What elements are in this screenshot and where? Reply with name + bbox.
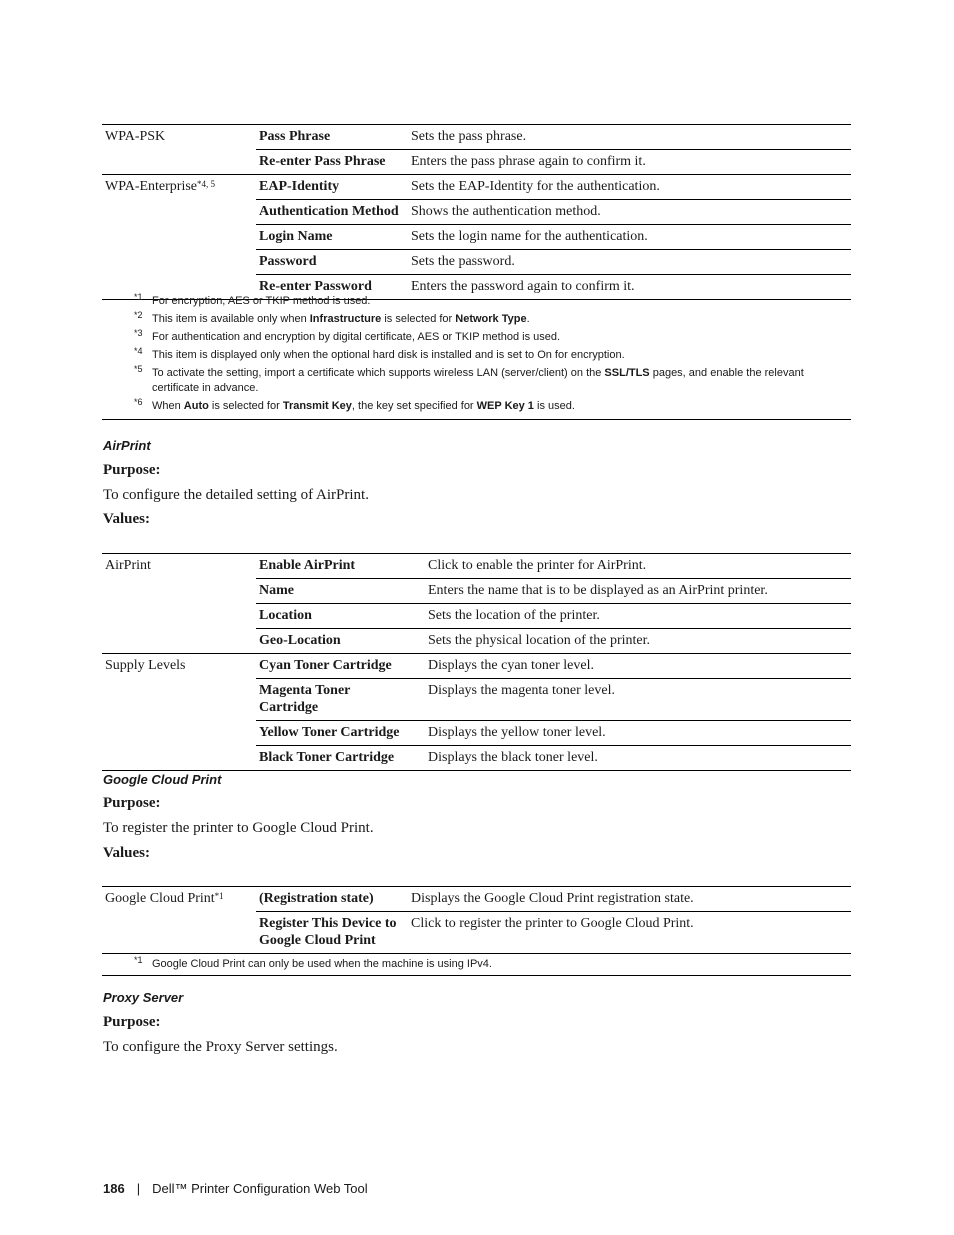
table-row bbox=[102, 604, 851, 629]
item-cell: (Registration state) bbox=[256, 887, 408, 912]
item-cell: Authentication Method bbox=[256, 200, 408, 225]
table-row bbox=[102, 887, 851, 912]
wireless-footnotes bbox=[102, 294, 851, 420]
desc-cell: Enters the password again to confirm it. bbox=[408, 275, 851, 300]
airprint-table bbox=[102, 553, 851, 771]
group-cell: WPA-PSK bbox=[102, 125, 256, 150]
desc-cell: Sets the EAP-Identity for the authentication. bbox=[408, 175, 851, 200]
item-cell: EAP-Identity bbox=[256, 175, 408, 200]
table-row bbox=[102, 250, 851, 275]
gcp-values-label: Values: bbox=[103, 845, 150, 861]
gcp-heading: Google Cloud Print bbox=[103, 772, 222, 787]
footnote: *1 Google Cloud Print can only be used when the machine is using IPv4. bbox=[134, 955, 492, 970]
table-row bbox=[102, 721, 851, 746]
footnote: *6 When Auto is selected for Transmit Key, the key set specified for WEP Key 1 is used. bbox=[134, 397, 575, 412]
footnote: *3 For authentication and encryption by digital certificate, AES or TKIP method is used. bbox=[134, 328, 561, 343]
footnote-mark: *3 bbox=[134, 328, 143, 338]
desc-cell: Sets the password. bbox=[408, 250, 851, 275]
item-cell: Re-enter Password bbox=[256, 275, 408, 300]
desc-cell: Displays the Google Cloud Print registration state. bbox=[408, 887, 851, 912]
item-cell: Location bbox=[256, 604, 425, 629]
item-cell: Magenta Toner Cartridge bbox=[256, 679, 425, 721]
footnote-ref: *4, 5 bbox=[197, 179, 216, 189]
group-cell: WPA-Enterprise$^{*4, 5}$ bbox=[102, 175, 256, 200]
table-row bbox=[102, 200, 851, 225]
item-cell: Login Name bbox=[256, 225, 408, 250]
proxy-heading: Proxy Server bbox=[103, 990, 184, 1005]
item-cell: Geo-Location bbox=[256, 629, 425, 654]
footnote: *4 This item is displayed only when the optional hard disk is installed and is set to On for encryption. bbox=[134, 346, 625, 361]
gcp-purpose-label: Purpose: bbox=[103, 795, 161, 811]
gcp-table bbox=[102, 886, 851, 954]
table-row bbox=[102, 225, 851, 250]
footnote-ref: *1 bbox=[214, 891, 224, 901]
desc-cell: Sets the login name for the authentication. bbox=[408, 225, 851, 250]
wireless-security-table bbox=[102, 124, 851, 300]
table-row bbox=[102, 125, 851, 150]
desc-cell: Enters the pass phrase again to confirm it. bbox=[408, 150, 851, 175]
footnote-mark: *4 bbox=[134, 346, 143, 356]
desc-cell: Click to register the printer to Google Cloud Print. bbox=[408, 912, 851, 954]
footnote: *1 For encryption, AES or TKIP method is used. bbox=[134, 292, 371, 307]
proxy-purpose-text: To configure the Proxy Server settings. bbox=[103, 1039, 338, 1055]
proxy-purpose-label: Purpose: bbox=[103, 1014, 161, 1030]
desc-cell: Shows the authentication method. bbox=[408, 200, 851, 225]
item-cell: Black Toner Cartridge bbox=[256, 746, 425, 771]
footer-title: Dell™ Printer Configuration Web Tool bbox=[152, 1181, 368, 1196]
table-row bbox=[102, 150, 851, 175]
footnote-mark: *2 bbox=[134, 310, 143, 320]
desc-cell: Sets the location of the printer. bbox=[425, 604, 851, 629]
desc-cell: Displays the magenta toner level. bbox=[425, 679, 851, 721]
airprint-purpose-label: Purpose: bbox=[103, 462, 161, 478]
item-cell: Pass Phrase bbox=[256, 125, 408, 150]
footnote-mark: *6 bbox=[134, 397, 143, 407]
page-footer bbox=[103, 1181, 368, 1196]
footnote: *2 This item is available only when Infrastructure is selected for Network Type. bbox=[134, 310, 530, 325]
footnote: *5 To activate the setting, import a certificate which supports wireless LAN (server/client) on the SSL/TLS pages, and enable the relevant certificate in advance. bbox=[134, 364, 804, 394]
item-cell: Cyan Toner Cartridge bbox=[256, 654, 425, 679]
airprint-values-label: Values: bbox=[103, 511, 150, 527]
footer-separator: | bbox=[136, 1181, 141, 1196]
desc-cell: Displays the black toner level. bbox=[425, 746, 851, 771]
item-cell: Password bbox=[256, 250, 408, 275]
desc-cell: Displays the yellow toner level. bbox=[425, 721, 851, 746]
desc-cell: Sets the physical location of the printer. bbox=[425, 629, 851, 654]
desc-cell: Enters the name that is to be displayed as an AirPrint printer. bbox=[425, 579, 851, 604]
airprint-purpose-text: To configure the detailed setting of AirPrint. bbox=[103, 487, 369, 503]
item-cell: Register This Device to Google Cloud Print bbox=[256, 912, 408, 954]
table-row bbox=[102, 554, 851, 579]
item-cell: Re-enter Pass Phrase bbox=[256, 150, 408, 175]
page-number: 186 bbox=[103, 1181, 125, 1196]
table-row bbox=[102, 629, 851, 654]
table-row bbox=[102, 679, 851, 721]
footnote-mark: *1 bbox=[134, 292, 143, 302]
gcp-purpose-text: To register the printer to Google Cloud Print. bbox=[103, 820, 374, 836]
group-cell: Google Cloud Print$^{*1}$ bbox=[102, 887, 256, 912]
group-cell: AirPrint bbox=[102, 554, 256, 579]
footnote-mark: *5 bbox=[134, 364, 143, 374]
table-row bbox=[102, 579, 851, 604]
footnote-mark: *1 bbox=[134, 955, 143, 965]
desc-cell: Click to enable the printer for AirPrint. bbox=[425, 554, 851, 579]
item-cell: Enable AirPrint bbox=[256, 554, 425, 579]
table-row bbox=[102, 912, 851, 954]
desc-cell: Displays the cyan toner level. bbox=[425, 654, 851, 679]
airprint-heading: AirPrint bbox=[103, 438, 151, 453]
table-row bbox=[102, 654, 851, 679]
desc-cell: Sets the pass phrase. bbox=[408, 125, 851, 150]
item-cell: Name bbox=[256, 579, 425, 604]
table-row bbox=[102, 175, 851, 200]
item-cell: Yellow Toner Cartridge bbox=[256, 721, 425, 746]
gcp-footnotes bbox=[102, 957, 851, 976]
table-row bbox=[102, 746, 851, 771]
group-cell: Supply Levels bbox=[102, 654, 256, 679]
